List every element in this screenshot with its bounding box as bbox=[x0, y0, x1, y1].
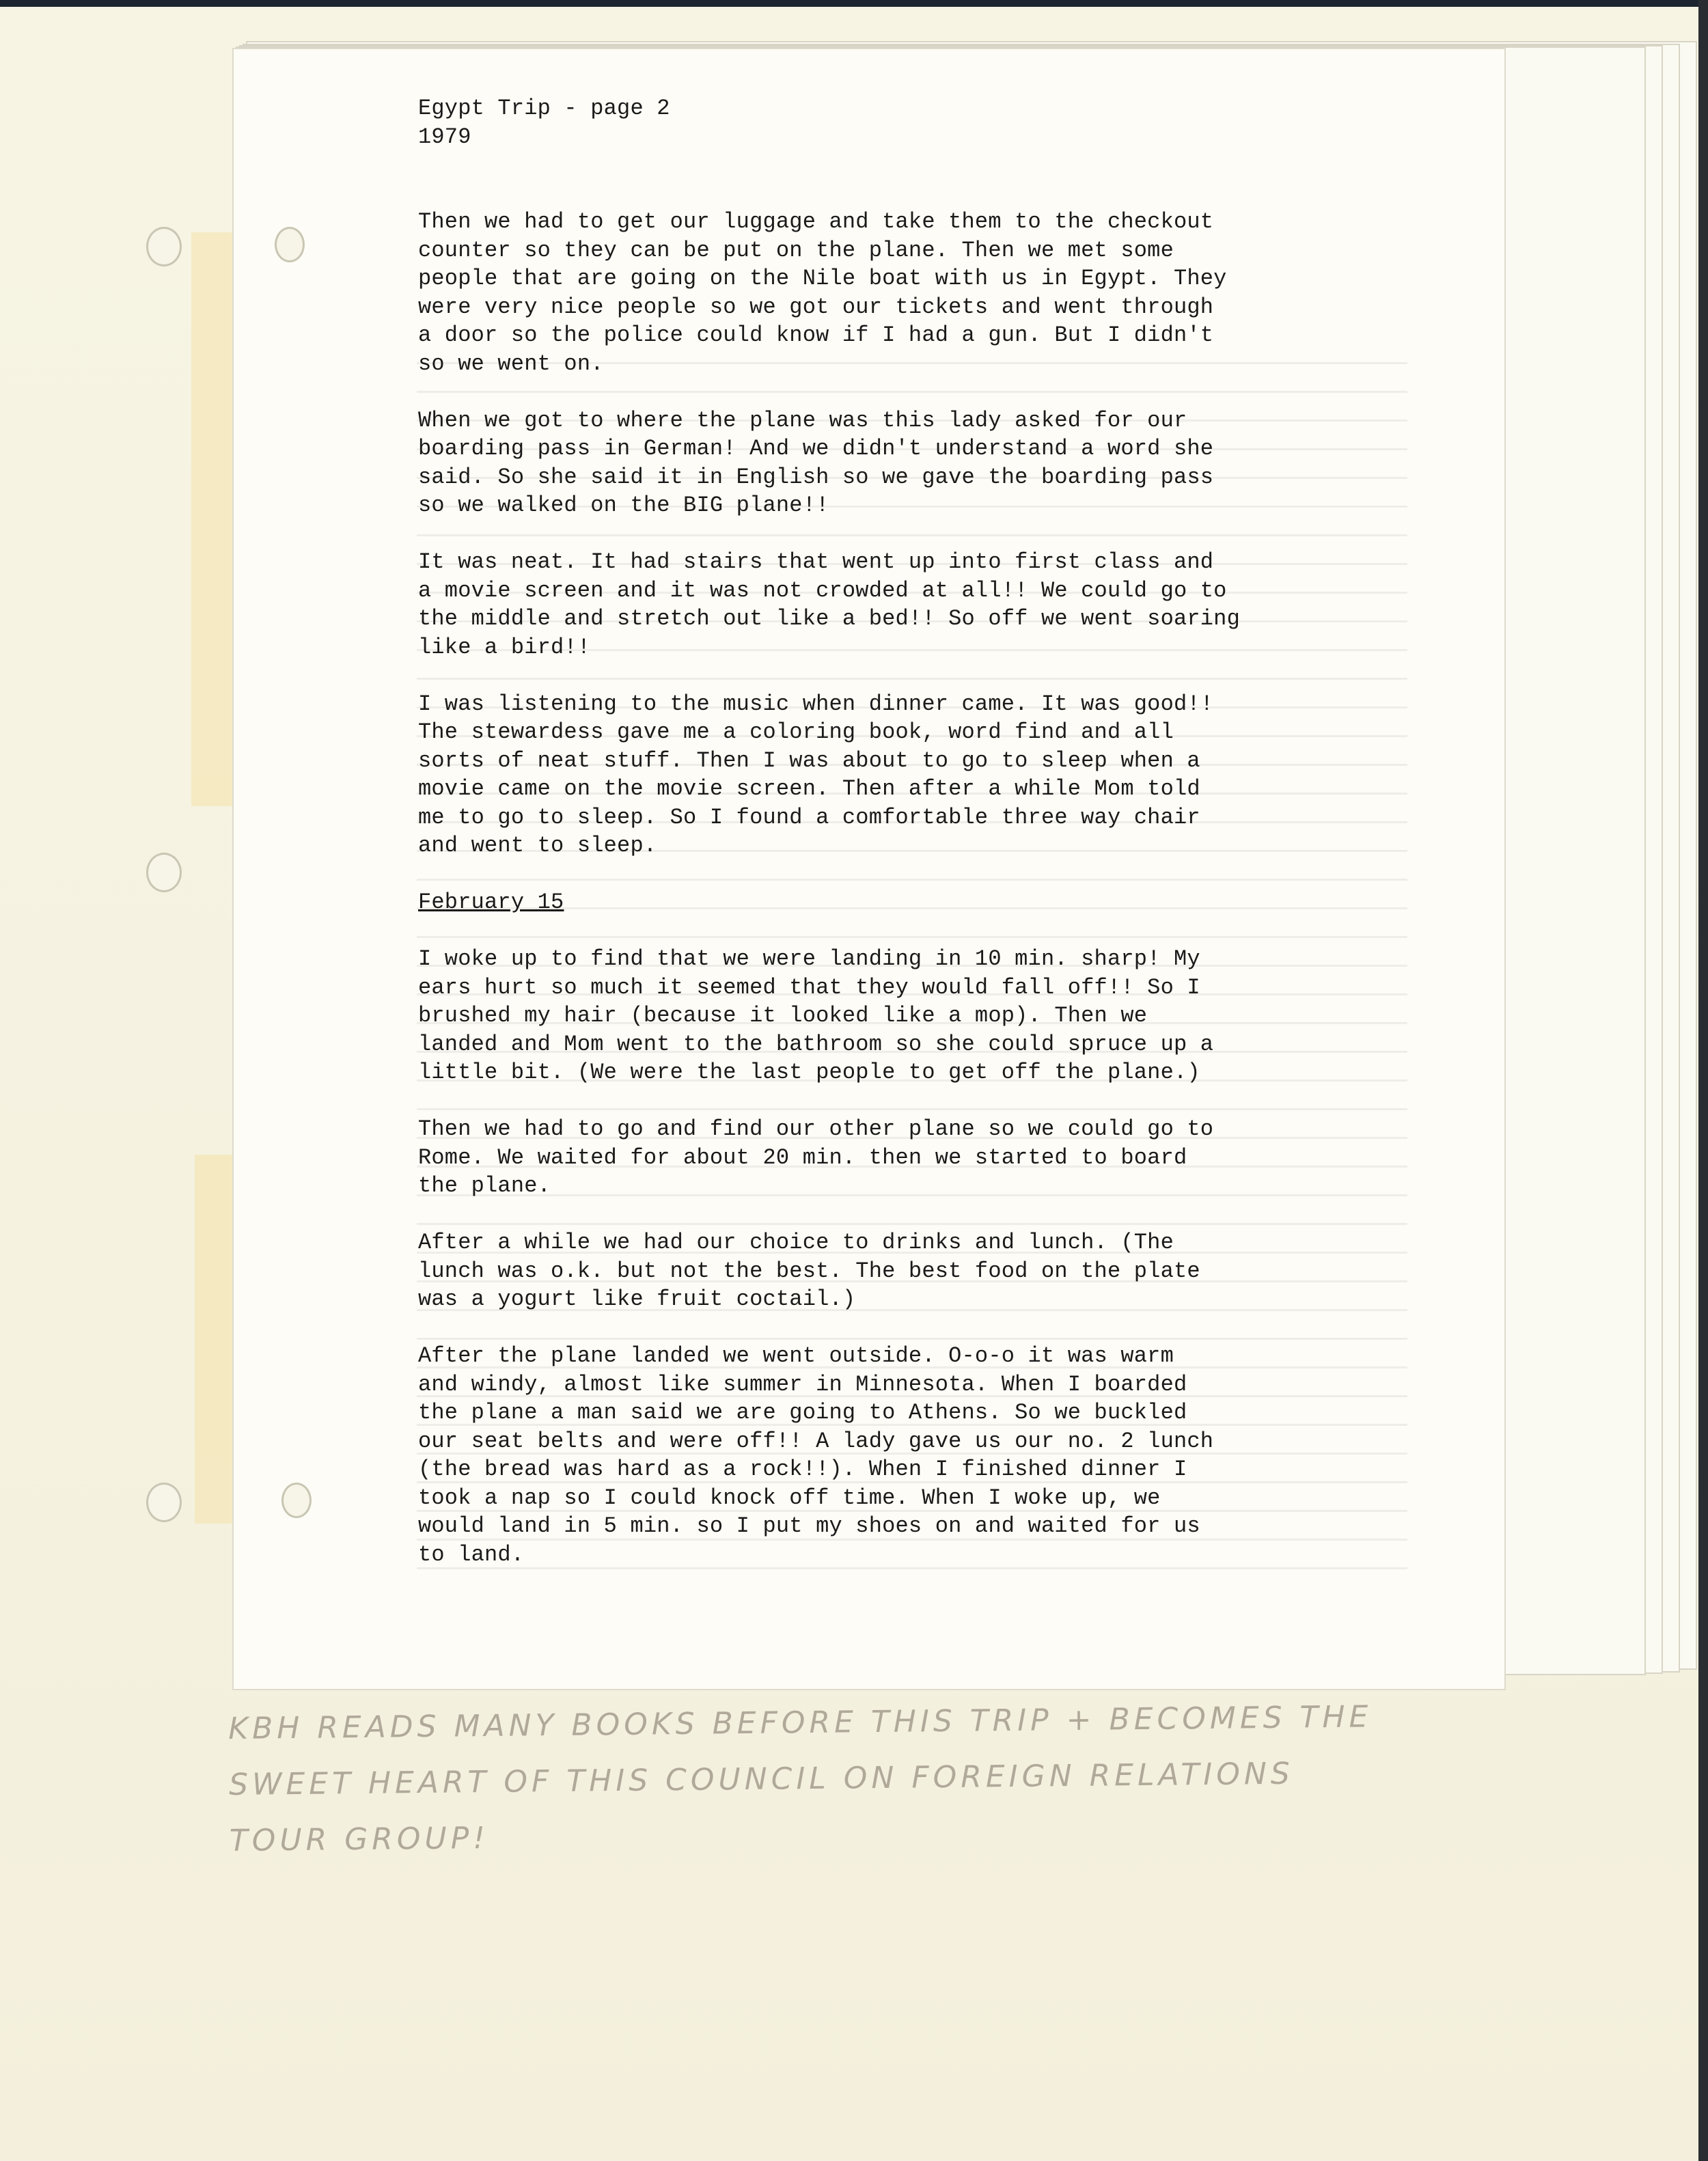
binder-hole-bottom-left bbox=[146, 1483, 182, 1522]
paragraph: I was listening to the music when dinner came. It was good!! The stewardess gave me a coloring book, word find and all sorts of neat stuff. Then I was about to go to sleep when a movie came on the movie screen. Then after a while Mom told me to go to sleep. So I found a comfortable three way chair and went to sleep. bbox=[418, 691, 1214, 858]
paragraph: Then we had to go and find our other plane so we could go to Rome. We waited for about 20 min. then we started to board the plane. bbox=[418, 1116, 1214, 1198]
scan-right-edge bbox=[1698, 0, 1708, 2161]
sheet-hole-bottom bbox=[281, 1483, 312, 1518]
title-spacer bbox=[418, 151, 1511, 208]
paragraph: After a while we had our choice to drinks and lunch. (The lunch was o.k. but not the best. The best food on the plate was a yogurt like fruit coctail.) bbox=[418, 1230, 1200, 1312]
paragraph: It was neat. It had stairs that went up into first class and a movie screen and it was not crowded at all!! We could go to the middle and stretch out like a bed!! So off we went soaring like a bird!! bbox=[418, 549, 1240, 660]
paragraph: Then we had to get our luggage and take them to the checkout counter so they can be put on the plane. Then we met some people that are going on the Nile boat with us in Egypt. They were very nice people so we got our tickets and went through a door so the police could know if I had a gun. But I didn't so we went on. bbox=[418, 209, 1227, 376]
binder-hole-middle-left bbox=[146, 853, 182, 892]
handwritten-note bbox=[228, 1688, 1528, 1869]
page-title: Egypt Trip - page 2 bbox=[418, 96, 670, 121]
sheet-hole-top bbox=[275, 227, 305, 262]
paragraph: I woke up to find that we were landing in 10 min. sharp! My ears hurt so much it seemed that they would fall off!! So I brushed my hair (because it looked like a mop). Then we landed and Mom went to the bathroom so she could spruce up a little bit. (We were the last people to get off the plane.) bbox=[418, 946, 1214, 1085]
binder-hole-top-left bbox=[146, 227, 182, 266]
scan-top-edge bbox=[0, 0, 1708, 7]
paragraph: After the plane landed we went outside. O-o-o it was warm and windy, almost like summer in Minnesota. When I boarded the plane a man said we are going to Athens. So we buckled our seat belts and were off!! A lady gave us our no. 2 lunch (the bread was hard as a rock!!). When I finished dinner I took a nap so I could knock off time. When I woke up, we would land in 5 min. so I put my shoes on and waited for us to land. bbox=[418, 1343, 1214, 1567]
paragraph: When we got to where the plane was this lady asked for our boarding pass in German! And we didn't understand a word she said. So she said it in English so we gave the boarding pass so we walked on the BIG plane!! bbox=[418, 407, 1214, 518]
handwritten-line: TOUR GROUP! bbox=[229, 1820, 490, 1858]
page-year: 1979 bbox=[418, 124, 471, 150]
handwritten-line: KBH READS MANY BOOKS BEFORE THIS TRIP + BECOMES THE bbox=[228, 1699, 1373, 1746]
handwritten-line: SWEET HEART OF THIS COUNCIL ON FOREIGN RELATIONS bbox=[228, 1756, 1294, 1802]
date-heading: February 15 bbox=[418, 890, 564, 915]
typed-letter bbox=[418, 94, 1511, 1597]
